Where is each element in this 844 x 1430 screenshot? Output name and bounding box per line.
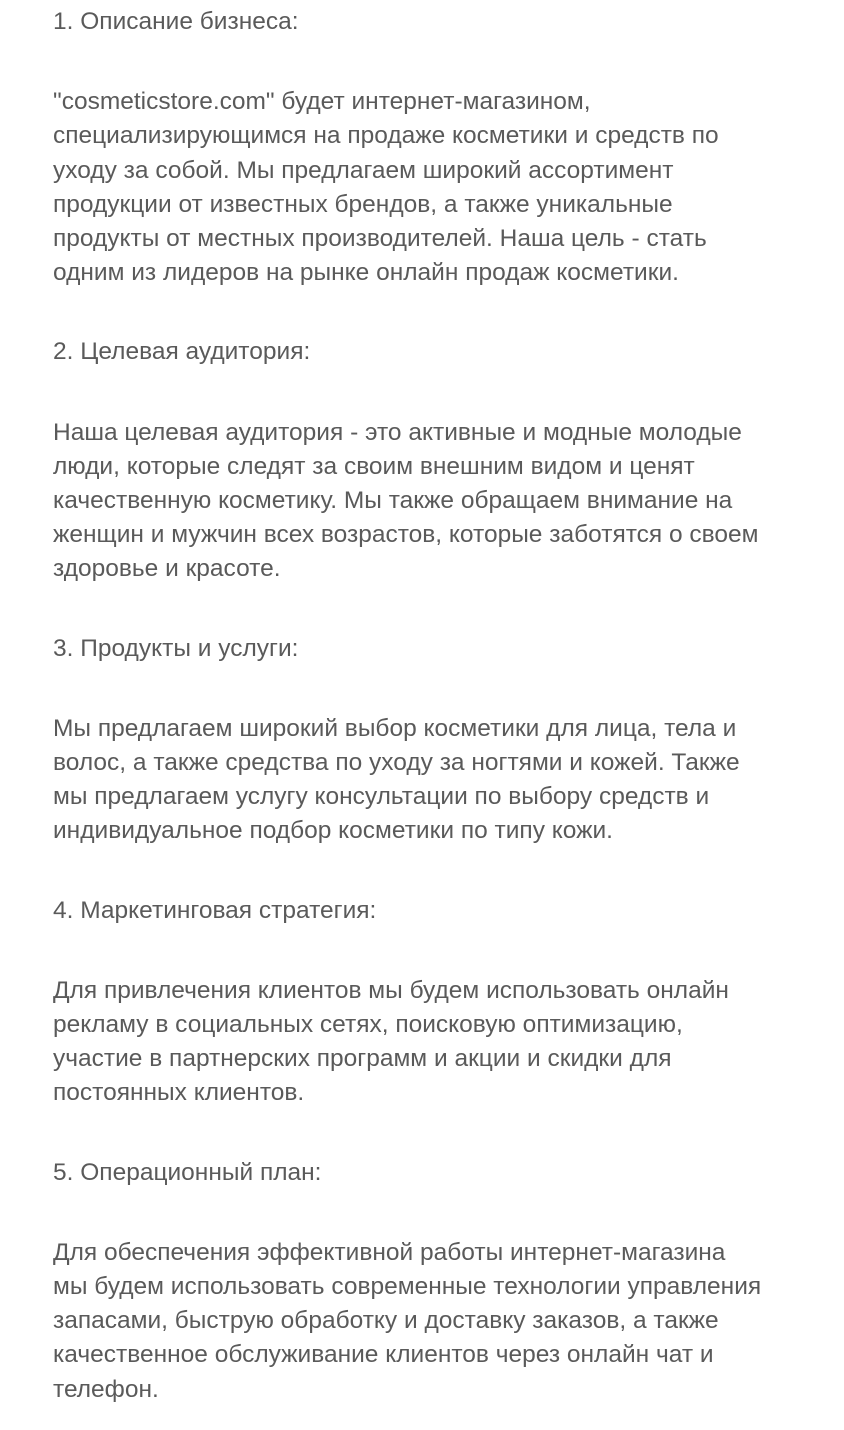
section-4-heading: 4. Маркетинговая стратегия: — [53, 896, 377, 924]
section-4-text: Для привлечения клиентов мы будем использовать онлайн рекламу в социальных сетях, поисковую оптимизацию, участие в партнерских программ и акции и скидки для постоянных клиентов. — [53, 976, 729, 1107]
section-5-text: Для обеспечения эффективной работы интернет-магазина мы будем использовать современные технологии управления запасами, быструю обработку и доставку заказов, а также качественное обслуживание клиентов через онлайн чат и телефон. — [53, 1238, 762, 1403]
section-1-text: "cosmeticstore.com" будет интернет-магазином, специализирующимся на продаже косметики и средств по уходу за собой. Мы предлагаем широкий ассортимент продукции от известных брендов, а также уникальные продукты от местных производителей. Наша цель - стать одним из лидеров на рынке онлайн продаж косметики. — [53, 88, 719, 287]
document-body — [53, 5, 833, 1407]
section-3-text: Мы предлагаем широкий выбор косметики для лица, тела и волос, а также средства по уходу за ногтями и кожей. Также мы предлагаем услугу консультации по выбору средств и индивидуальное подбор косметики по типу кожи. — [53, 714, 740, 845]
section-2-text: Наша целевая аудитория - это активные и модные молодые люди, которые следят за своим внешним видом и ценят качественную косметику. Мы также обращаем внимание на женщин и мужчин всех возрастов, которые заботятся о своем здоровье и красоте. — [53, 418, 759, 583]
section-5-heading: 5. Операционный план: — [53, 1158, 322, 1186]
section-2-heading: 2. Целевая аудитория: — [53, 338, 311, 366]
section-3-heading: 3. Продукты и услуги: — [53, 634, 299, 662]
section-1-heading: 1. Описание бизнеса: — [53, 8, 299, 35]
